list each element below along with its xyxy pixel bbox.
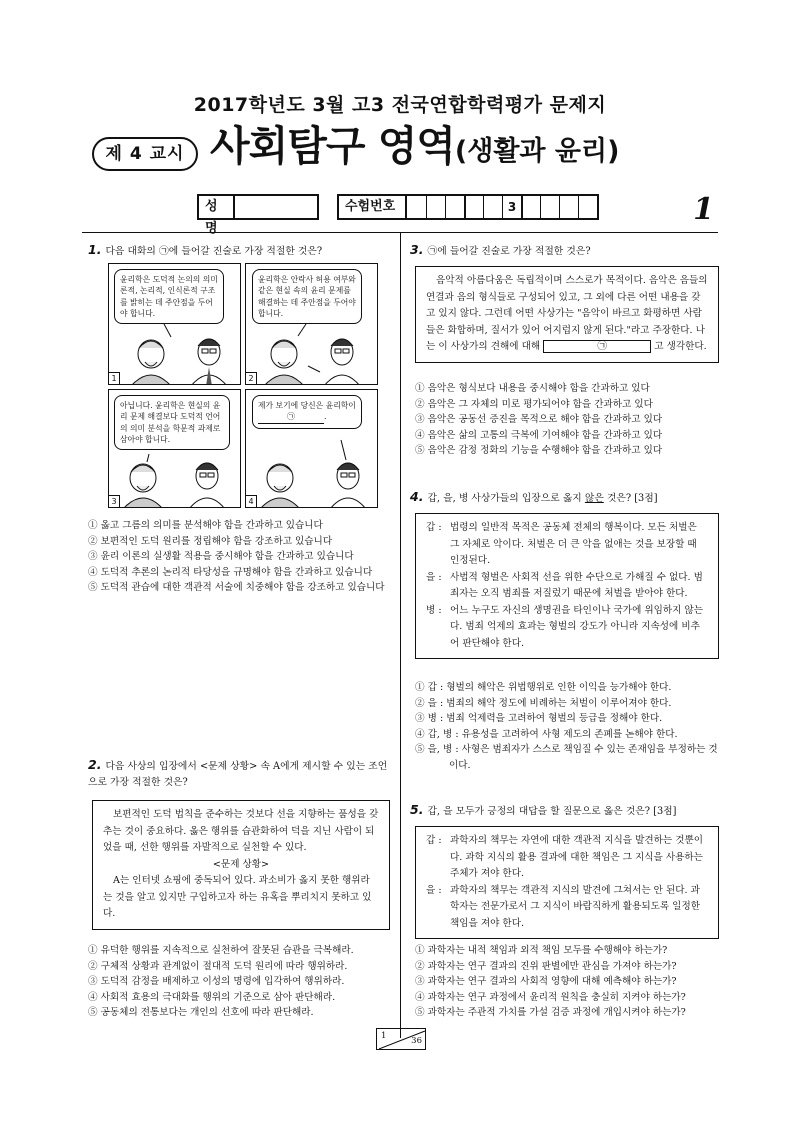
session-label: 제 4 교시 bbox=[92, 137, 198, 171]
question-5-stem bbox=[410, 800, 720, 820]
scholars-illustration-2 bbox=[246, 264, 378, 385]
exam-title: 2017학년도 3월 고3 전국연합학력평가 문제지 bbox=[193, 94, 607, 116]
option-4[interactable]: ④ 과학자는 연구 과정에서 윤리적 원칙을 충실히 지켜야 하는가? bbox=[415, 991, 686, 1003]
speech-bubble-2: 윤리학은 안락사 허용 여부와 같은 현실 속의 윤리 문제를 해결하는 데 주안점을 두어야 합니다. bbox=[252, 269, 362, 324]
statement-byeong bbox=[426, 603, 708, 653]
option-3[interactable]: ③ 윤리 이론의 실생활 적용을 중시해야 함을 간과하고 있습니다 bbox=[88, 551, 354, 563]
subject-title bbox=[210, 122, 619, 171]
statement-text: 사법적 형벌은 사회적 선을 위한 수단으로 가해질 수 없다. 범죄자는 오직 범죄를 저질렀기 때문에 처벌을 받아야 한다. bbox=[450, 571, 703, 599]
question-2-stem bbox=[88, 755, 393, 791]
option-2[interactable]: ② 을 : 범죄의 해악 정도에 비례하는 처벌이 이루어져야 한다. bbox=[415, 697, 672, 709]
option-2[interactable]: ② 보편적인 도덕 원리를 정립해야 함을 강조하고 있습니다 bbox=[88, 535, 333, 547]
question-4-stem bbox=[410, 487, 720, 507]
statement-text: 과학자의 책무는 객관적 지식의 발견에 그쳐서는 안 된다. 과학자는 전문가로서 그 지식이 바람직하게 활용되도록 일정한 책임을 져야 한다. bbox=[450, 884, 700, 929]
option-3[interactable]: ③ 도덕적 감정을 배제하고 이성의 명령에 입각하여 행위하라. bbox=[88, 976, 345, 988]
column-divider bbox=[400, 232, 401, 1038]
statement-text: 법령의 일반적 목적은 공동체 전체의 행복이다. 모든 처벌은 그 자체로 악이다. 처벌은 더 큰 악을 없애는 것을 보장할 때 인정된다. bbox=[450, 522, 697, 566]
option-4[interactable]: ④ 음악은 삶의 고통의 극복에 기여해야 함을 간과하고 있다 bbox=[415, 429, 663, 441]
option-2[interactable]: ② 구체적 상황과 관계없이 절대적 도덕 원리에 따라 행위하라. bbox=[88, 960, 348, 972]
option-5[interactable]: ⑤ 과학자는 주관적 가치를 가설 검증 과정에 개입시켜야 하는가? bbox=[415, 1007, 686, 1019]
option-4[interactable]: ④ 갑, 병 : 유용성을 고려하여 사형 제도의 존폐를 논해야 한다. bbox=[415, 728, 678, 740]
speaker-label: 갑 : bbox=[426, 835, 442, 846]
option-2[interactable]: ② 음악은 그 자체의 미로 평가되어야 함을 간과하고 있다 bbox=[415, 398, 653, 410]
question-4-passage bbox=[415, 513, 719, 659]
speech-bubble-1: 윤리학은 도덕적 논의의 의미론적, 논리적, 인식론적 구조를 밝히는 데 주안점을 두어야 합니다. bbox=[114, 269, 224, 324]
situation-text: A는 인터넷 쇼핑에 중독되어 있다. 과소비가 옳지 못한 행위라는 것을 알고 있지만 구입하고자 하는 유혹을 뿌리치지 못하고 있다. bbox=[103, 875, 372, 919]
blank-marker: ㉠ bbox=[258, 411, 324, 423]
option-3[interactable]: ③ 과학자는 연구 결과의 사회적 영향에 대해 예측해야 하는가? bbox=[415, 976, 677, 988]
speaker-label: 갑 : bbox=[426, 522, 442, 533]
panel-number-2: 2 bbox=[246, 372, 257, 384]
subject-main: 사회탐구 영역 bbox=[210, 122, 455, 170]
comic-panel-2 bbox=[245, 263, 378, 385]
question-1-number: 1. bbox=[88, 242, 102, 257]
comic-strip bbox=[108, 263, 378, 508]
option-5[interactable]: ⑤ 음악은 감정 정화의 기능을 수행해야 함을 간과하고 있다 bbox=[415, 445, 663, 457]
exam-no-boxes bbox=[407, 194, 599, 220]
option-4[interactable]: ④ 사회적 효용의 극대화를 행위의 기준으로 삼아 판단해라. bbox=[88, 991, 336, 1003]
question-2-passage bbox=[92, 800, 390, 930]
statement-gap bbox=[426, 520, 708, 570]
question-4-options bbox=[415, 680, 725, 773]
comic-panel-1 bbox=[108, 263, 241, 385]
speaker-label: 을 : bbox=[426, 571, 442, 583]
page-current: 1 bbox=[381, 1031, 387, 1041]
question-5-text: 갑, 을 모두가 긍정의 대답을 할 질문으로 옳은 것은? [3점] bbox=[427, 806, 677, 817]
question-1-options bbox=[88, 518, 393, 596]
option-5[interactable]: ⑤ 도덕적 관습에 대한 객관적 서술에 치중해야 함을 강조하고 있습니다 bbox=[88, 582, 385, 594]
situation-title: <문제 상황> bbox=[212, 858, 270, 870]
question-3-text: ㉠에 들어갈 진술로 가장 적절한 것은? bbox=[427, 246, 591, 257]
blank-marker: ㉠ bbox=[543, 340, 651, 353]
question-3-number: 3. bbox=[410, 242, 424, 257]
question-4-text-end: 것은? [3점] bbox=[606, 493, 658, 504]
statement-text: 어느 누구도 자신의 생명권을 타인이나 국가에 위임하지 않는다. 범죄 억제의 효과는 형벌의 강도가 아니라 지속성에 비추어 판단해야 한다. bbox=[450, 604, 704, 649]
option-1[interactable]: ① 음악은 형식보다 내용을 중시해야 함을 간과하고 있다 bbox=[415, 383, 650, 394]
option-1[interactable]: ① 유덕한 행위를 지속적으로 실천하여 잘못된 습관을 극복해라. bbox=[88, 945, 354, 956]
page-number: 1 bbox=[693, 192, 714, 227]
speech-bubble-3: 아닙니다. 윤리학은 현실의 윤리 문제 해결보다 도덕적 언어의 의미 분석을 학문적 과제로 삼아야 합니다. bbox=[114, 395, 230, 450]
scholars-illustration-3 bbox=[109, 390, 241, 508]
speaker-label: 을 : bbox=[426, 884, 442, 896]
exam-no-digit: 3 bbox=[502, 196, 521, 218]
question-3-options bbox=[415, 381, 725, 459]
panel-number-1: 1 bbox=[109, 372, 120, 384]
question-4-number: 4. bbox=[410, 489, 424, 504]
option-5[interactable]: ⑤ 을, 병 : 사형은 범죄자가 스스로 책임질 수 있는 존재임을 부정하는 것이다. bbox=[415, 744, 718, 771]
question-4-emphasis: 않은 bbox=[584, 493, 604, 504]
question-3-passage bbox=[415, 266, 719, 363]
name-field bbox=[235, 194, 319, 220]
statement-eul bbox=[426, 570, 708, 603]
option-3[interactable]: ③ 음악은 공동선 증진을 목적으로 해야 함을 간과하고 있다 bbox=[415, 414, 663, 426]
question-3-stem bbox=[410, 240, 720, 260]
question-5-passage bbox=[415, 826, 719, 939]
subject-sub: (생활과 윤리) bbox=[454, 136, 620, 167]
option-5[interactable]: ⑤ 공동체의 전통보다는 개인의 선호에 따라 판단해라. bbox=[88, 1007, 314, 1019]
name-label: 성명 bbox=[197, 194, 235, 220]
statement-eul bbox=[426, 883, 708, 933]
question-5-options bbox=[415, 943, 725, 1021]
page-counter bbox=[376, 1028, 426, 1050]
passage-end: 고 생각한다. bbox=[654, 341, 707, 352]
speaker-label: 병 : bbox=[426, 604, 442, 616]
scholars-illustration-4 bbox=[246, 390, 378, 508]
question-2-number: 2. bbox=[88, 757, 102, 772]
bubble-4-text: 제가 보기에 당신은 윤리학이 bbox=[258, 401, 356, 410]
statement-text: 과학자의 책무는 자연에 대한 객관적 지식을 발견하는 것뿐이다. 과학 지식의 활용 결과에 대한 책임은 그 지식을 사용하는 주체가 져야 한다. bbox=[450, 835, 704, 879]
scholars-illustration-1 bbox=[109, 264, 241, 385]
panel-number-4: 4 bbox=[246, 495, 257, 507]
comic-panel-4 bbox=[245, 389, 378, 508]
panel-number-3: 3 bbox=[109, 495, 120, 507]
option-1[interactable]: ① 옳고 그름의 의미를 분석해야 함을 간과하고 있습니다 bbox=[88, 520, 323, 531]
page-total: 36 bbox=[411, 1036, 422, 1047]
option-4[interactable]: ④ 도덕적 추론의 논리적 타당성을 규명해야 함을 간과하고 있습니다 bbox=[88, 566, 373, 578]
passage-text: 음악적 아름다움은 독립적이며 스스로가 목적이다. 음악은 음들의 연결과 음의 형식들로 구성되어 있고, 그 외에 다른 어떤 내용을 갖고 있지 않다. 그런데 어떤 사상가는 "음악이 바르고 화평하면 사람들은 화합하며, 질서가 있어 어지럽지 않게 된다."라고 주장한다. 나는 이 사상가의 견해에 대해 bbox=[426, 275, 708, 352]
candidate-info bbox=[197, 194, 599, 236]
exam-no-label: 수험번호 bbox=[337, 194, 407, 220]
question-2-text: 다음 사상의 입장에서 <문제 상황> 속 A에게 제시할 수 있는 조언으로 가장 적절한 것은? bbox=[88, 761, 388, 789]
statement-gap bbox=[426, 833, 708, 883]
question-1-stem bbox=[88, 240, 393, 260]
passage-text: 보편적인 도덕 법칙을 준수하는 것보다 선을 지향하는 품성을 갖추는 것이 중요하다. 옳은 행위를 습관화하여 덕을 지닌 사람이 되었을 때, 선한 행위를 자발적으로 실천할 수 있다. bbox=[103, 809, 379, 853]
comic-panel-3 bbox=[108, 389, 241, 508]
option-3[interactable]: ③ 병 : 범죄 억제력을 고려하여 형벌의 등급을 정해야 한다. bbox=[415, 713, 663, 725]
question-5-number: 5. bbox=[410, 802, 424, 817]
question-4-text: 갑, 을, 병 사상가들의 입장으로 옳지 bbox=[427, 493, 582, 504]
option-1[interactable]: ① 과학자는 내적 책임과 외적 책임 모두를 수행해야 하는가? bbox=[415, 945, 668, 956]
question-2-options bbox=[88, 943, 393, 1021]
question-1-text: 다음 대화의 ㉠에 들어갈 진술로 가장 적절한 것은? bbox=[105, 246, 323, 257]
bubble-4-end: . bbox=[324, 412, 327, 422]
option-2[interactable]: ② 과학자는 연구 결과의 진위 판별에만 관심을 가져야 하는가? bbox=[415, 960, 677, 972]
option-1[interactable]: ① 갑 : 형벌의 해악은 위법행위로 인한 이익을 능가해야 한다. bbox=[415, 682, 672, 693]
